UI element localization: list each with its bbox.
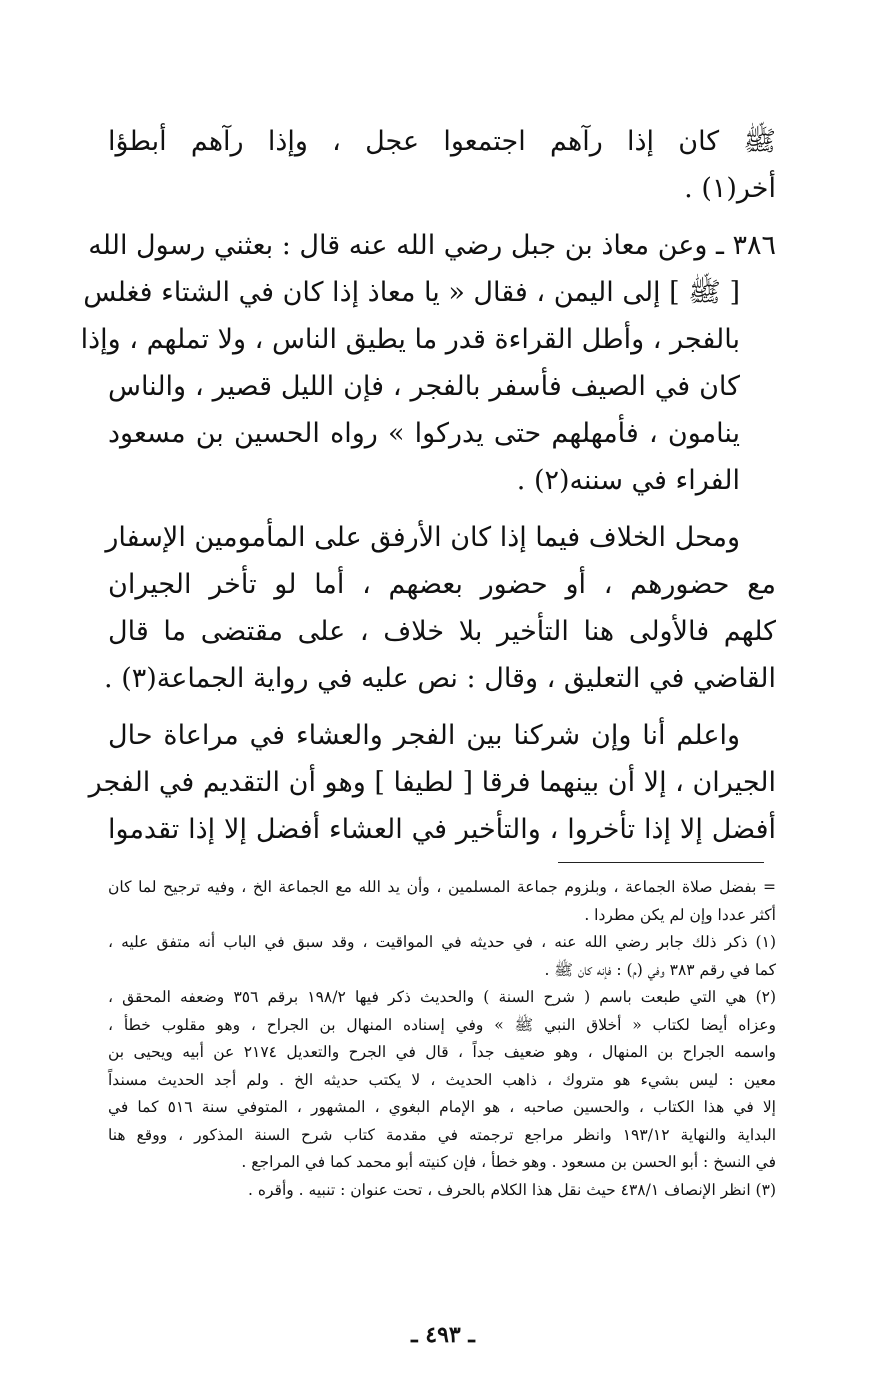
footnote-line: (٣) انظر الإنصاف ٤٣٨/١ حيث نقل هذا الكلام بالحرف ، تحت عنوان : تنبيه . وأقره .: [248, 1180, 776, 1199]
text-line: ومحل الخلاف فيما إذا كان الأرفق على المأمومين الإسفار: [105, 522, 740, 553]
text-line: الفراء في سننه(٢) .: [516, 465, 740, 496]
main-text: [80, 118, 776, 863]
paragraph-4: [88, 712, 776, 853]
footnotes: [108, 874, 776, 1204]
text-line: القاضي في التعليق ، وقال : نص عليه في رواية الجماعة(٣) .: [104, 663, 776, 694]
text-line: أخر(١) .: [684, 173, 776, 204]
text-line: ﷺ كان إذا رآهم اجتمعوا عجل ، وإذا رآهم أبطؤا: [108, 126, 776, 157]
footnote-line: في النسخ : أبو الحسن بن مسعود . وهو خطأ ، فإن كنيته أبو محمد كما في المراجع .: [241, 1153, 776, 1171]
footnote-line: (١) ذكر ذلك جابر رضي الله عنه ، في حديثه في المواقيت ، وقد سبق في الباب أنه متفق عليه ،: [108, 933, 776, 951]
footnote-line: البداية والنهاية ١٩٣/١٢ وانظر مراجع ترجمته في مقدمة كتاب شرح السنة المذكور ، ووقع هنا: [108, 1125, 776, 1144]
footnote-line: = بفضل صلاة الجماعة ، وبلزوم جماعة المسلمين ، وأن يد الله مع الجماعة الخ ، وفيه ترجيح لما كان: [108, 878, 776, 896]
hadith-386: [80, 222, 776, 504]
text-line: كلهم فالأولى هنا التأخير بلا خلاف ، على مقتضى ما قال: [108, 616, 776, 647]
footnote-line: أكثر عددا وإن لم يكن مطردا .: [584, 905, 776, 924]
text-line: أفضل إلا إذا تأخروا ، والتأخير في العشاء أفضل إلا إذا تقدموا: [108, 814, 776, 845]
footnote-line: معين : ليس بشيء هو متروك ، ذاهب الحديث ، لا يكتب حديثه الخ . ولم أجد الحديث مسنداً: [108, 1070, 776, 1089]
text-line: واعلم أنا وإن شركنا بين الفجر والعشاء في مراعاة حال: [108, 720, 740, 751]
footnote-line: كما في رقم ٣٨٣ وفي (م) : فإنه كان ﷺ .: [544, 960, 776, 979]
paragraph-3: [104, 514, 776, 702]
text-line: مع حضورهم ، أو حضور بعضهم ، أما لو تأخر الجيران: [108, 569, 776, 600]
text-line: [ ﷺ ] إلى اليمن ، فقال « يا معاذ إذا كان في الشتاء فغلس: [83, 277, 740, 308]
paragraph-1: [108, 118, 776, 212]
text-line: ينامون ، فأمهلهم حتى يدركوا » رواه الحسين بن مسعود: [108, 418, 740, 449]
text-line: بالفجر ، وأطل القراءة قدر ما يطيق الناس ، ولا تملهم ، وإذا: [80, 324, 740, 355]
text-line: كان في الصيف فأسفر بالفجر ، فإن الليل قصير ، والناس: [108, 371, 740, 402]
footnote-line: وعزاه أيضا لكتاب « أخلاق النبي ﷺ » وفي إسناده المنهال بن الجراح ، وهو مقلوب خطأ ،: [108, 1015, 776, 1034]
footnote-line: إلا في هذا الكتاب ، والحسين صاحبه ، هو الإمام البغوي ، المشهور ، المتوفي سنة ٥١٦ كما في: [108, 1098, 776, 1116]
page-number: ـ ٤٩٣ ـ: [411, 1322, 475, 1348]
footnote-separator: [558, 862, 764, 863]
footnote-line: واسمه الجراح بن المنهال ، وهو ضعيف جداً ، قال في الجرح والتعديل ٢١٧٤ عن أبيه ويحيى بن: [108, 1043, 776, 1061]
text-line: ٣٨٦ ـ وعن معاذ بن جبل رضي الله عنه قال : بعثني رسول الله: [88, 230, 776, 261]
text-line: الجيران ، إلا أن بينهما فرقا [ لطيفا ] وهو أن التقديم في الفجر: [88, 767, 776, 798]
footnote-line: (٢) هي التي طبعت باسم ( شرح السنة ) والحديث ذكر فيها ١٩٨/٢ برقم ٣٥٦ وضعفه المحقق ،: [108, 988, 777, 1006]
